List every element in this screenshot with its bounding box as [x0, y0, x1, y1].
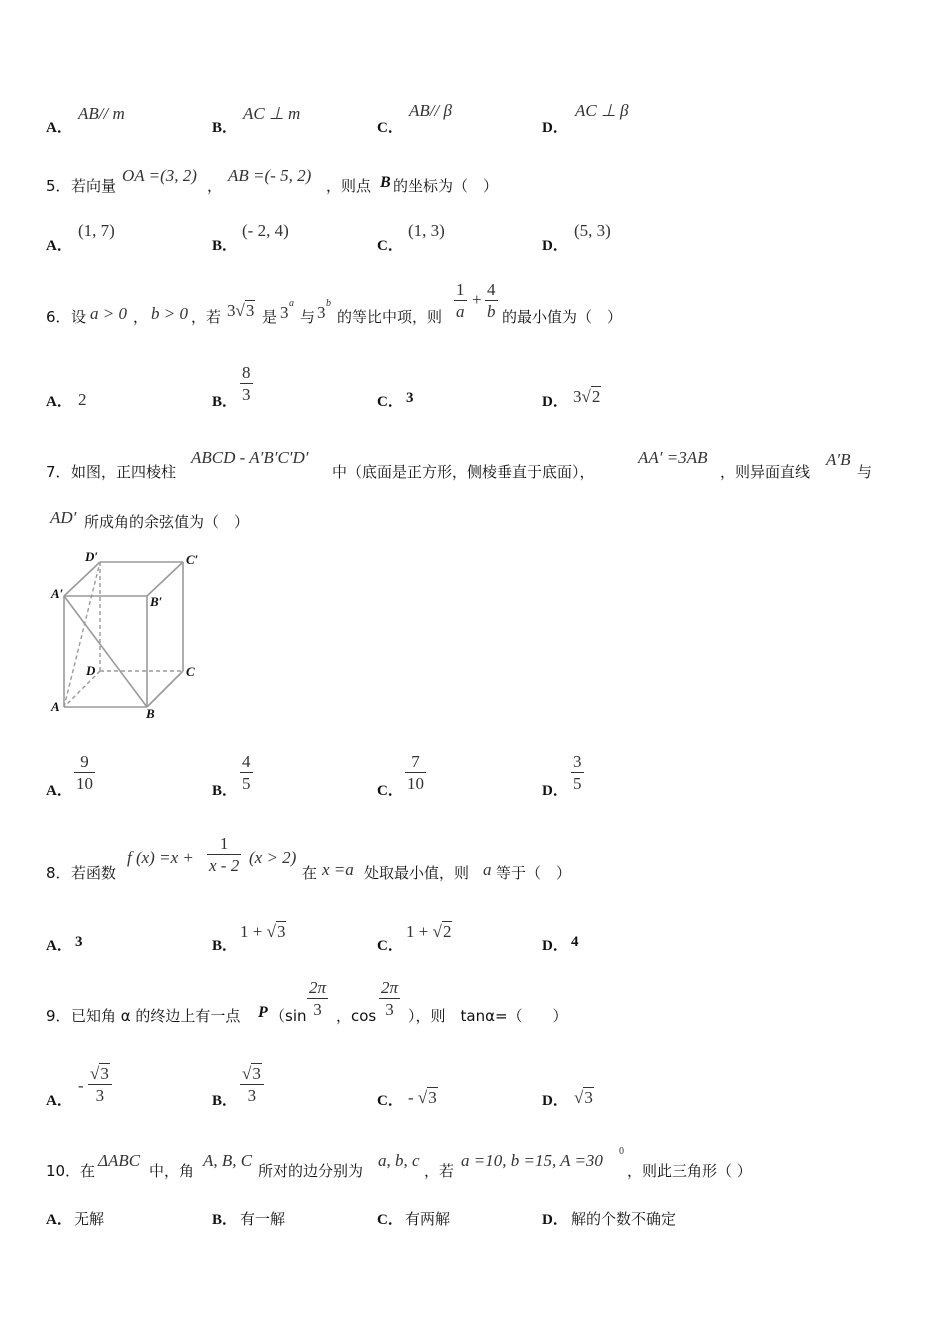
question-text: 若向量: [71, 177, 117, 195]
domain: (x > 2): [249, 848, 297, 867]
separator: ，: [207, 177, 223, 195]
option-label: D．: [542, 783, 568, 799]
question-text: ），则 tanα=（ ）: [408, 1007, 568, 1025]
numerator: 3: [573, 752, 582, 771]
edge-b-c: [147, 671, 183, 707]
option-b: 有一解: [240, 1210, 286, 1228]
prefix: 1 +: [240, 922, 263, 941]
option-b-fraction: [240, 752, 253, 795]
numerator: 2π: [381, 978, 399, 997]
question-text: 设: [71, 308, 87, 326]
denominator: a: [456, 302, 465, 321]
option-label: B．: [212, 1212, 238, 1228]
numerator: 4: [487, 280, 496, 299]
option-d: AC ⊥ β: [575, 101, 629, 120]
edge-dp-ap: [64, 562, 100, 596]
vertex-label-b: B: [146, 706, 155, 721]
coefficient: 3: [573, 387, 582, 406]
numerator: 4: [242, 752, 251, 771]
angles: A, B, C: [203, 1151, 253, 1170]
option-label: D．: [542, 1212, 568, 1228]
option-label: D．: [542, 938, 568, 954]
question-text: （sin: [270, 1007, 307, 1025]
option-label: C．: [377, 783, 403, 799]
option-c: [406, 922, 452, 942]
option-b: AC ⊥ m: [243, 104, 301, 123]
option-a-fraction: [88, 1064, 112, 1107]
prefix: 1 +: [406, 922, 429, 941]
question-number: 7．: [46, 463, 71, 481]
point-b: B: [380, 174, 391, 191]
radical: √3: [235, 301, 255, 320]
radicand: 3: [252, 1064, 261, 1083]
numerator: 8: [242, 363, 251, 382]
option-label: C．: [377, 238, 403, 254]
fraction-4-over-b: [485, 280, 498, 323]
question-text: 在: [80, 1162, 96, 1180]
radicand: 2: [591, 387, 601, 406]
condition: AA′ =3AB: [638, 448, 708, 467]
plus-sign: +: [472, 290, 482, 309]
denominator: 3: [95, 1086, 105, 1105]
option-a: (1, 7): [78, 221, 115, 240]
edge-cp-bp: [147, 562, 183, 596]
question-text: 等于（ ）: [496, 864, 572, 882]
option-label: B．: [212, 783, 238, 799]
question-text: 与: [300, 308, 316, 326]
question-text: 中（底面是正方形，侧棱垂直于底面），: [332, 463, 595, 481]
option-label: A．: [46, 1093, 72, 1109]
vertex-label-ap: A′: [51, 586, 64, 601]
numerator: 2π: [309, 978, 327, 997]
radical: √3: [242, 1064, 261, 1083]
option-a: 无解: [74, 1210, 105, 1228]
question-text: 的等比中项，则: [337, 308, 443, 326]
option-c: AB// β: [409, 101, 452, 120]
triangle-name: ΔABC: [98, 1151, 141, 1170]
option-label: C．: [377, 120, 403, 136]
question-text: ，cos: [336, 1007, 377, 1025]
x-equals-a: x =a: [322, 860, 354, 879]
question-text: 中，角: [149, 1162, 195, 1180]
option-label: C．: [377, 1093, 403, 1109]
radicand: 3: [245, 301, 255, 320]
vector-oa: OA =(3, 2): [122, 166, 197, 185]
denominator: 5: [242, 774, 251, 793]
vector-ab: AB =(- 5, 2): [228, 166, 312, 185]
option-label: B．: [212, 938, 238, 954]
denominator: 3: [247, 1086, 257, 1105]
diagonal-ap-b: [64, 596, 147, 707]
option-label: A．: [46, 120, 72, 136]
sides: a, b, c: [378, 1151, 420, 1170]
power-exponent: a: [289, 298, 294, 309]
option-label: B．: [212, 238, 238, 254]
denominator: 5: [573, 774, 582, 793]
question-text: 的最小值为（ ）: [502, 308, 623, 326]
minus-sign: -: [78, 1076, 84, 1095]
radicand: 2: [442, 922, 452, 941]
fraction-1-over-a: [454, 280, 467, 323]
condition: a =10, b =15, A =30: [461, 1151, 603, 1170]
radical: √3: [417, 1088, 437, 1107]
question-text: 在: [302, 864, 318, 882]
option-c-fraction: [405, 752, 426, 795]
coefficient: 3: [227, 301, 236, 320]
question-number: 10．: [46, 1162, 81, 1180]
numerator: 1: [219, 834, 229, 853]
denominator: 10: [76, 774, 93, 793]
question-number: 6．: [46, 308, 71, 326]
option-label: C．: [377, 1212, 403, 1228]
option-label: C．: [377, 938, 403, 954]
prism-figure: [40, 540, 220, 730]
option-a-fraction: [74, 752, 95, 795]
denominator: 10: [407, 774, 424, 793]
numerator: [88, 1064, 112, 1084]
power-exponent: b: [326, 298, 331, 309]
option-label: A．: [46, 783, 72, 799]
question-text: ，则点: [326, 177, 372, 195]
question-text: 与: [857, 463, 873, 481]
option-c: 3: [406, 390, 414, 406]
option-label: B．: [212, 394, 238, 410]
radicand: 3: [276, 922, 286, 941]
question-text: ，则异面直线: [720, 463, 811, 481]
question-text: ，若: [191, 308, 222, 326]
radical: √2: [581, 387, 601, 406]
question-text: 已知角 α 的终边上有一点: [71, 1007, 241, 1025]
power-base: 3: [317, 303, 326, 322]
option-label: D．: [542, 120, 568, 136]
option-a: AB// m: [78, 104, 125, 123]
radicand: 3: [584, 1088, 593, 1107]
sqrt-expression: [227, 301, 255, 321]
option-d: [574, 1088, 594, 1108]
denominator: b: [487, 302, 496, 321]
degree-superscript: 0: [619, 1146, 624, 1157]
option-label: A．: [46, 1212, 72, 1228]
question-text: 所对的边分别为: [258, 1162, 364, 1180]
denominator: 3: [385, 1000, 394, 1019]
numerator: [240, 1064, 264, 1084]
condition-a: a > 0: [90, 304, 127, 323]
vertex-label-d: D: [86, 663, 96, 678]
option-label: A．: [46, 238, 72, 254]
option-label: A．: [46, 394, 72, 410]
line-ad-prime: AD′: [50, 508, 77, 527]
option-d: (5, 3): [574, 221, 611, 240]
minus-sign: -: [408, 1088, 414, 1107]
power-base: 3: [280, 303, 289, 322]
question-text: ，则此三角形（ ）: [627, 1162, 752, 1180]
point-p: P: [258, 1004, 268, 1021]
numerator: 9: [80, 752, 89, 771]
option-label: D．: [542, 394, 568, 410]
option-label: B．: [212, 120, 238, 136]
option-d: 解的个数不确定: [571, 1210, 677, 1228]
question-text: 若函数: [71, 864, 117, 882]
separator: ，: [133, 308, 149, 326]
option-c: [408, 1088, 438, 1108]
option-label: A．: [46, 938, 72, 954]
condition-b: b > 0: [151, 304, 188, 323]
question-text: 所成角的余弦值为（ ）: [84, 513, 250, 531]
option-d-fraction: [571, 752, 584, 795]
numerator: 7: [411, 752, 420, 771]
option-label: C．: [377, 394, 403, 410]
vertex-label-c: C: [186, 664, 195, 679]
option-b: [240, 922, 286, 942]
option-b-fraction: [240, 1064, 264, 1107]
radical: √2: [432, 922, 452, 941]
vertex-label-dp: D′: [85, 549, 99, 564]
denominator: 3: [242, 385, 251, 404]
radicand: 3: [100, 1064, 109, 1083]
fraction-2pi-over-3: [379, 978, 400, 1021]
option-b: (- 2, 4): [242, 221, 289, 240]
option-c: (1, 3): [408, 221, 445, 240]
function-expression: f (x) =x +: [127, 848, 194, 867]
line-a-prime-b: A′B: [826, 450, 851, 469]
hidden-diagonal-a-dp: [64, 562, 100, 707]
vertex-label-cp: C′: [186, 552, 199, 567]
variable-a: a: [483, 860, 492, 879]
option-b-fraction: [240, 363, 253, 406]
vertex-label-a: A: [51, 699, 60, 714]
option-a: 3: [75, 934, 83, 950]
radical: √3: [266, 922, 286, 941]
prism-name: ABCD - A′B′C′D′: [191, 448, 309, 467]
question-text: 如图，正四棱柱: [71, 463, 177, 481]
question-number: 8．: [46, 864, 71, 882]
question-number: 5．: [46, 177, 71, 195]
numerator: 1: [456, 280, 465, 299]
option-label: D．: [542, 1093, 568, 1109]
radical: √3: [90, 1064, 109, 1083]
question-number: 9．: [46, 1007, 71, 1025]
question-text: 是: [262, 308, 278, 326]
option-label: D．: [542, 238, 568, 254]
denominator: 3: [313, 1000, 322, 1019]
question-text: 的坐标为（ ）: [393, 177, 499, 195]
fraction-2pi-over-3: [307, 978, 328, 1021]
denominator: x - 2: [209, 856, 240, 875]
option-a: 2: [78, 390, 87, 409]
function-fraction: [207, 834, 241, 877]
radicand: 3: [428, 1088, 437, 1107]
vertex-label-bp: B′: [150, 594, 163, 609]
question-text: ，若: [424, 1162, 455, 1180]
option-d: [573, 387, 601, 407]
option-c: 有两解: [405, 1210, 451, 1228]
question-text: 处取最小值，则: [364, 864, 470, 882]
option-d: 4: [571, 934, 579, 950]
option-label: B．: [212, 1093, 238, 1109]
radical: √3: [574, 1088, 593, 1107]
